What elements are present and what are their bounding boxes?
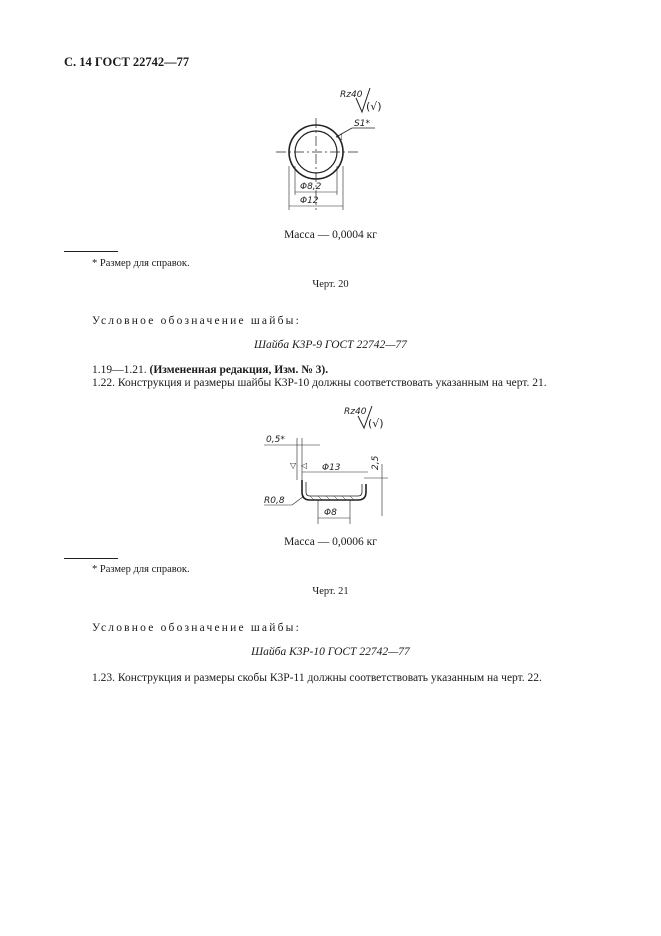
footnote-1: * Размер для справок. xyxy=(92,258,190,269)
dim-height: 2,5 xyxy=(371,455,381,470)
paragraph-1-19-1-21 xyxy=(92,364,328,376)
dim-outer-13: Φ13 xyxy=(322,463,341,473)
dim-inner-8: Φ8 xyxy=(324,508,337,518)
paragraph-1-23: 1.23. Конструкция и размеры скобы К3Р-11 должны соответствовать указанным на черт. 22. xyxy=(92,672,542,684)
designation-1: Шайба К3Р-9 ГОСТ 22742—77 xyxy=(254,339,407,351)
paragraph-1-22: 1.22. Конструкция и размеры шайбы К3Р-10 должны соответствовать указанным на черт. 21. xyxy=(92,377,547,389)
dim-thickness: 0,5* xyxy=(266,435,285,445)
drawing-washer-k3r10 xyxy=(260,400,400,528)
svg-text:◁: ◁ xyxy=(301,461,308,470)
amendment-note: (Измененная редакция, Изм. № 3). xyxy=(149,364,329,376)
dim-inner-diameter: Φ8,2 xyxy=(300,182,322,192)
drawing-washer-k3r9 xyxy=(270,82,400,217)
page-header: С. 14 ГОСТ 22742—77 xyxy=(64,55,190,69)
thickness-label: S1* xyxy=(354,119,370,129)
designation-2: Шайба К3Р-10 ГОСТ 22742—77 xyxy=(251,646,410,658)
footnote-rule-2 xyxy=(64,558,118,559)
caption-drawing-21: Черт. 21 xyxy=(312,586,349,597)
caption-drawing-20: Черт. 20 xyxy=(312,279,349,290)
mass-1: Масса — 0,0004 кг xyxy=(284,229,377,241)
svg-text:(√): (√) xyxy=(366,100,382,113)
roughness-label-2: Rz40 xyxy=(344,407,367,417)
roughness-label: Rz40 xyxy=(340,90,363,100)
svg-text:(√): (√) xyxy=(368,417,384,430)
footnote-rule-1 xyxy=(64,251,118,252)
footnote-2: * Размер для справок. xyxy=(92,564,190,575)
svg-text:◁: ◁ xyxy=(336,132,343,141)
svg-text:▽: ▽ xyxy=(290,461,297,470)
dim-outer-diameter: Φ12 xyxy=(300,196,319,206)
dim-radius: R0,8 xyxy=(264,496,285,506)
designation-label-2: Условное обозначение шайбы: xyxy=(92,622,301,634)
paragraph-number: 1.19—1.21. xyxy=(92,364,147,376)
mass-2: Масса — 0,0006 кг xyxy=(284,536,377,548)
designation-label-1: Условное обозначение шайбы: xyxy=(92,315,301,327)
